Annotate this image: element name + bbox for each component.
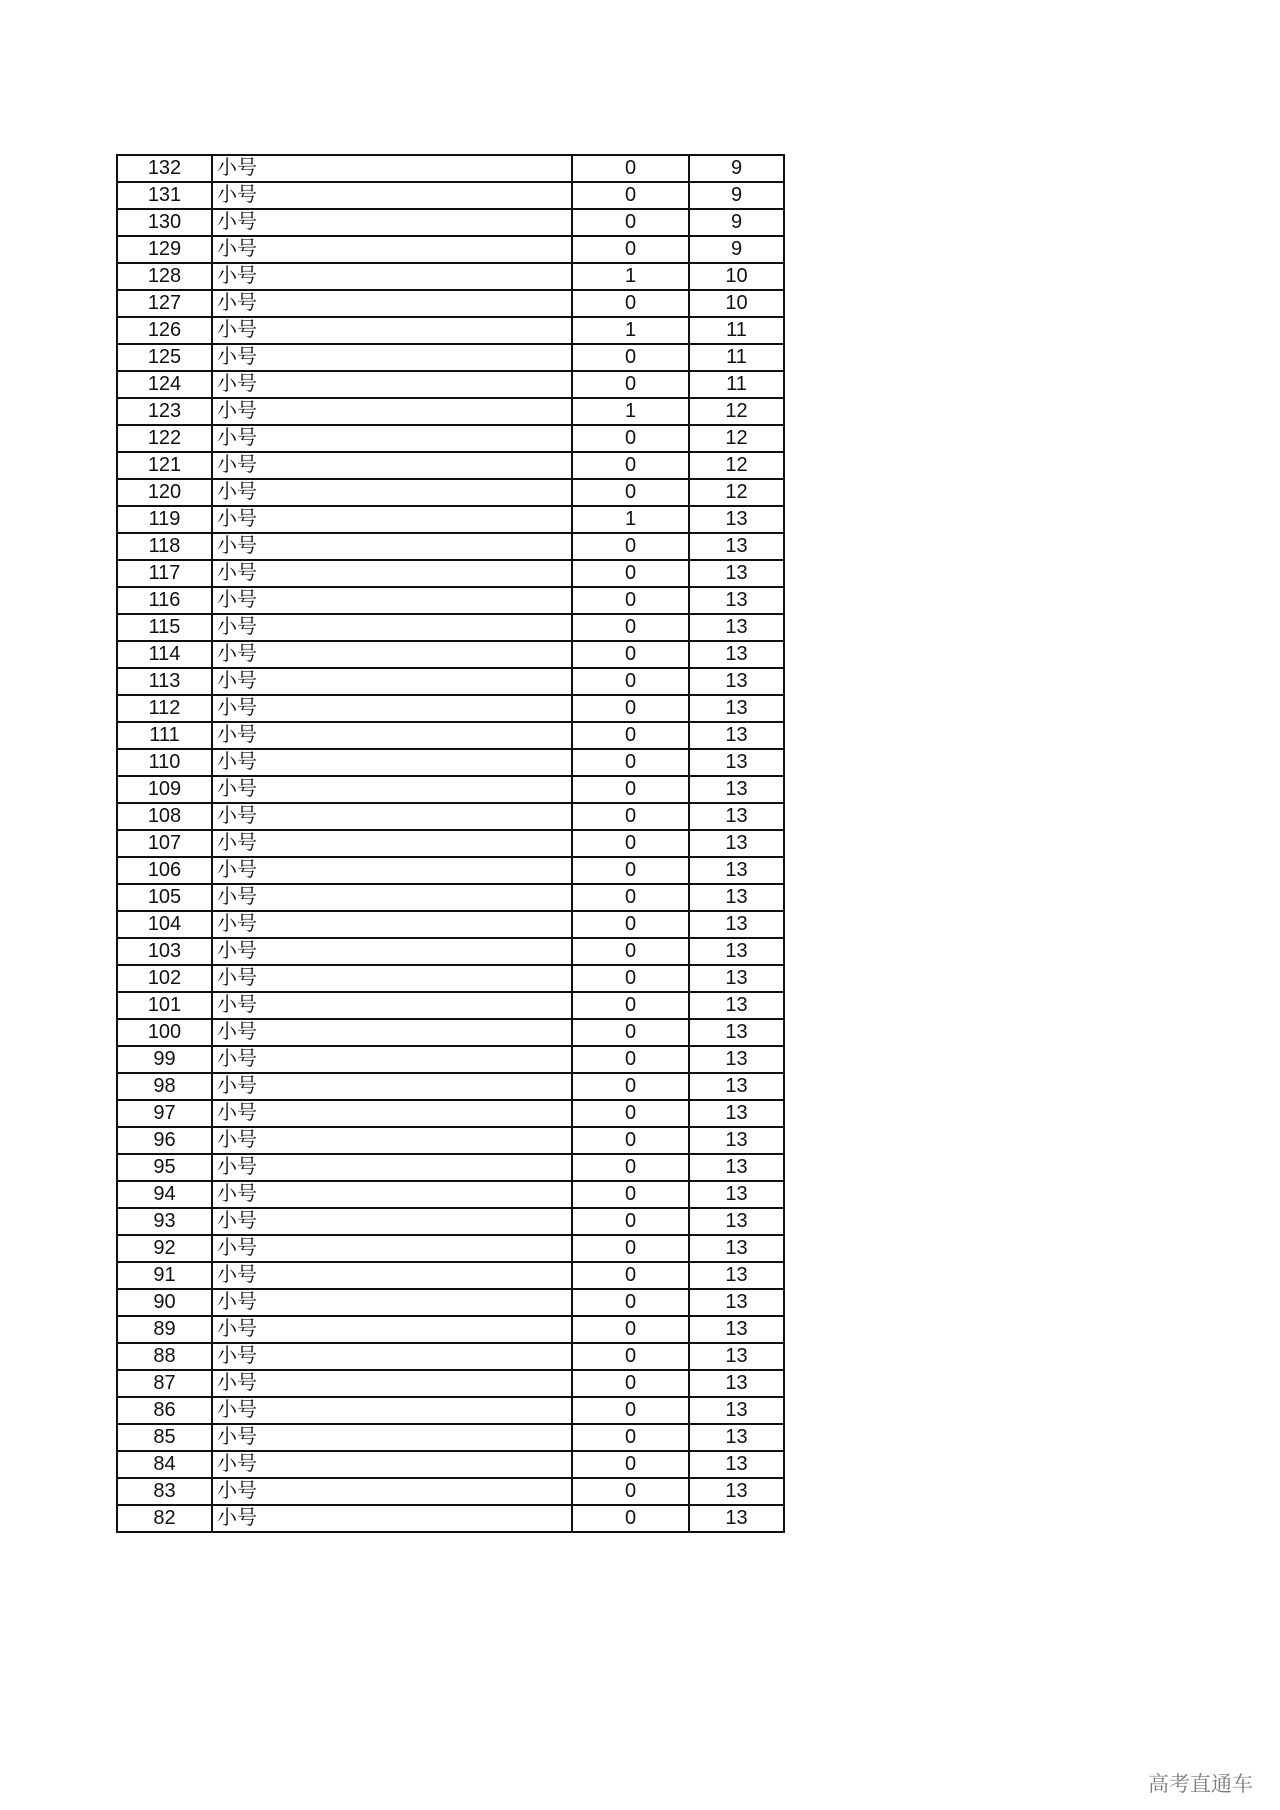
count-cell: 0 — [572, 209, 689, 236]
score-cell: 108 — [117, 803, 212, 830]
count-cell: 0 — [572, 695, 689, 722]
score-cell: 129 — [117, 236, 212, 263]
subject-cell: 小号 — [212, 614, 572, 641]
cumulative-cell: 9 — [689, 209, 784, 236]
subject-cell: 小号 — [212, 668, 572, 695]
count-cell: 0 — [572, 1235, 689, 1262]
score-cell: 95 — [117, 1154, 212, 1181]
score-cell: 120 — [117, 479, 212, 506]
cumulative-cell: 13 — [689, 1343, 784, 1370]
subject-cell: 小号 — [212, 1343, 572, 1370]
count-cell: 0 — [572, 776, 689, 803]
score-cell: 89 — [117, 1316, 212, 1343]
score-cell: 115 — [117, 614, 212, 641]
count-cell: 0 — [572, 1019, 689, 1046]
table-row — [117, 938, 784, 965]
table-row — [117, 1397, 784, 1424]
table-row — [117, 1154, 784, 1181]
count-cell: 0 — [572, 911, 689, 938]
count-cell: 0 — [572, 479, 689, 506]
score-cell: 123 — [117, 398, 212, 425]
cumulative-cell: 13 — [689, 1316, 784, 1343]
subject-cell: 小号 — [212, 317, 572, 344]
count-cell: 1 — [572, 317, 689, 344]
count-cell: 1 — [572, 263, 689, 290]
score-cell: 84 — [117, 1451, 212, 1478]
table-row — [117, 1424, 784, 1451]
count-cell: 0 — [572, 1100, 689, 1127]
score-cell: 99 — [117, 1046, 212, 1073]
count-cell: 0 — [572, 1370, 689, 1397]
score-cell: 92 — [117, 1235, 212, 1262]
subject-cell: 小号 — [212, 722, 572, 749]
score-cell: 128 — [117, 263, 212, 290]
count-cell: 0 — [572, 1451, 689, 1478]
score-cell: 104 — [117, 911, 212, 938]
count-cell: 0 — [572, 749, 689, 776]
count-cell: 0 — [572, 884, 689, 911]
table-row — [117, 371, 784, 398]
score-cell: 116 — [117, 587, 212, 614]
score-cell: 96 — [117, 1127, 212, 1154]
table-row — [117, 155, 784, 182]
score-cell: 114 — [117, 641, 212, 668]
score-cell: 117 — [117, 560, 212, 587]
table-row — [117, 587, 784, 614]
cumulative-cell: 13 — [689, 1181, 784, 1208]
subject-cell: 小号 — [212, 182, 572, 209]
cumulative-cell: 13 — [689, 1262, 784, 1289]
subject-cell: 小号 — [212, 884, 572, 911]
cumulative-cell: 13 — [689, 749, 784, 776]
table-row — [117, 992, 784, 1019]
count-cell: 0 — [572, 1181, 689, 1208]
subject-cell: 小号 — [212, 506, 572, 533]
subject-cell: 小号 — [212, 1046, 572, 1073]
cumulative-cell: 13 — [689, 884, 784, 911]
count-cell: 0 — [572, 1046, 689, 1073]
cumulative-cell: 13 — [689, 614, 784, 641]
subject-cell: 小号 — [212, 857, 572, 884]
table-row — [117, 776, 784, 803]
table-row — [117, 965, 784, 992]
count-cell: 0 — [572, 1478, 689, 1505]
cumulative-cell: 11 — [689, 371, 784, 398]
table-row — [117, 1127, 784, 1154]
subject-cell: 小号 — [212, 1019, 572, 1046]
score-cell: 82 — [117, 1505, 212, 1532]
count-cell: 0 — [572, 722, 689, 749]
cumulative-cell: 9 — [689, 155, 784, 182]
subject-cell: 小号 — [212, 398, 572, 425]
subject-cell: 小号 — [212, 1208, 572, 1235]
cumulative-cell: 12 — [689, 398, 784, 425]
cumulative-cell: 13 — [689, 1073, 784, 1100]
table-row — [117, 1478, 784, 1505]
count-cell: 0 — [572, 155, 689, 182]
table-row — [117, 1343, 784, 1370]
cumulative-cell: 13 — [689, 506, 784, 533]
subject-cell: 小号 — [212, 938, 572, 965]
subject-cell: 小号 — [212, 209, 572, 236]
cumulative-cell: 13 — [689, 803, 784, 830]
table-row — [117, 560, 784, 587]
watermark-text: 高考直通车 — [1148, 1772, 1253, 1796]
count-cell: 0 — [572, 965, 689, 992]
table-row — [117, 1289, 784, 1316]
score-cell: 98 — [117, 1073, 212, 1100]
subject-cell: 小号 — [212, 830, 572, 857]
count-cell: 0 — [572, 803, 689, 830]
count-cell: 0 — [572, 560, 689, 587]
score-cell: 111 — [117, 722, 212, 749]
table-row — [117, 1451, 784, 1478]
table-row — [117, 1046, 784, 1073]
count-cell: 0 — [572, 1073, 689, 1100]
cumulative-cell: 13 — [689, 776, 784, 803]
cumulative-cell: 13 — [689, 830, 784, 857]
count-cell: 0 — [572, 1316, 689, 1343]
score-cell: 125 — [117, 344, 212, 371]
table-row — [117, 1316, 784, 1343]
cumulative-cell: 12 — [689, 452, 784, 479]
cumulative-cell: 11 — [689, 344, 784, 371]
score-cell: 106 — [117, 857, 212, 884]
count-cell: 0 — [572, 344, 689, 371]
cumulative-cell: 13 — [689, 1127, 784, 1154]
subject-cell: 小号 — [212, 1370, 572, 1397]
score-cell: 109 — [117, 776, 212, 803]
table-row — [117, 236, 784, 263]
table-row — [117, 641, 784, 668]
cumulative-cell: 13 — [689, 1046, 784, 1073]
table-row — [117, 749, 784, 776]
table-row — [117, 830, 784, 857]
table-row — [117, 695, 784, 722]
count-cell: 0 — [572, 1127, 689, 1154]
subject-cell: 小号 — [212, 965, 572, 992]
cumulative-cell: 9 — [689, 182, 784, 209]
count-cell: 0 — [572, 668, 689, 695]
cumulative-cell: 9 — [689, 236, 784, 263]
score-cell: 130 — [117, 209, 212, 236]
count-cell: 0 — [572, 641, 689, 668]
table-row — [117, 857, 784, 884]
subject-cell: 小号 — [212, 587, 572, 614]
subject-cell: 小号 — [212, 1181, 572, 1208]
subject-cell: 小号 — [212, 1100, 572, 1127]
count-cell: 0 — [572, 1289, 689, 1316]
subject-cell: 小号 — [212, 776, 572, 803]
cumulative-cell: 13 — [689, 1289, 784, 1316]
score-cell: 85 — [117, 1424, 212, 1451]
cumulative-cell: 13 — [689, 1505, 784, 1532]
cumulative-cell: 13 — [689, 1397, 784, 1424]
subject-cell: 小号 — [212, 290, 572, 317]
count-cell: 0 — [572, 938, 689, 965]
cumulative-cell: 13 — [689, 1019, 784, 1046]
subject-cell: 小号 — [212, 1127, 572, 1154]
score-cell: 124 — [117, 371, 212, 398]
score-cell: 101 — [117, 992, 212, 1019]
cumulative-cell: 13 — [689, 1451, 784, 1478]
cumulative-cell: 13 — [689, 668, 784, 695]
table-row — [117, 290, 784, 317]
table-row — [117, 317, 784, 344]
subject-cell: 小号 — [212, 1235, 572, 1262]
table-row — [117, 614, 784, 641]
subject-cell: 小号 — [212, 344, 572, 371]
subject-cell: 小号 — [212, 1505, 572, 1532]
subject-cell: 小号 — [212, 1316, 572, 1343]
score-cell: 107 — [117, 830, 212, 857]
score-cell: 88 — [117, 1343, 212, 1370]
count-cell: 0 — [572, 425, 689, 452]
score-cell: 112 — [117, 695, 212, 722]
score-cell: 113 — [117, 668, 212, 695]
count-cell: 0 — [572, 290, 689, 317]
score-cell: 90 — [117, 1289, 212, 1316]
table-row — [117, 1100, 784, 1127]
score-cell: 132 — [117, 155, 212, 182]
table-row — [117, 182, 784, 209]
cumulative-cell: 13 — [689, 938, 784, 965]
table-row — [117, 263, 784, 290]
table-row — [117, 209, 784, 236]
table-row — [117, 668, 784, 695]
count-cell: 0 — [572, 992, 689, 1019]
score-cell: 86 — [117, 1397, 212, 1424]
count-cell: 0 — [572, 1262, 689, 1289]
score-cell: 103 — [117, 938, 212, 965]
table-row — [117, 425, 784, 452]
score-table — [116, 154, 785, 1533]
score-cell: 97 — [117, 1100, 212, 1127]
score-cell: 105 — [117, 884, 212, 911]
cumulative-cell: 13 — [689, 1100, 784, 1127]
count-cell: 0 — [572, 452, 689, 479]
table-row — [117, 722, 784, 749]
score-cell: 100 — [117, 1019, 212, 1046]
cumulative-cell: 13 — [689, 587, 784, 614]
subject-cell: 小号 — [212, 1397, 572, 1424]
cumulative-cell: 13 — [689, 1370, 784, 1397]
score-cell: 121 — [117, 452, 212, 479]
subject-cell: 小号 — [212, 533, 572, 560]
cumulative-cell: 13 — [689, 1208, 784, 1235]
cumulative-cell: 13 — [689, 722, 784, 749]
subject-cell: 小号 — [212, 641, 572, 668]
subject-cell: 小号 — [212, 992, 572, 1019]
cumulative-cell: 13 — [689, 533, 784, 560]
subject-cell: 小号 — [212, 1451, 572, 1478]
cumulative-cell: 11 — [689, 317, 784, 344]
subject-cell: 小号 — [212, 695, 572, 722]
subject-cell: 小号 — [212, 263, 572, 290]
count-cell: 0 — [572, 182, 689, 209]
subject-cell: 小号 — [212, 425, 572, 452]
count-cell: 0 — [572, 614, 689, 641]
subject-cell: 小号 — [212, 1424, 572, 1451]
cumulative-cell: 13 — [689, 695, 784, 722]
table-row — [117, 1505, 784, 1532]
cumulative-cell: 13 — [689, 1478, 784, 1505]
table-row — [117, 911, 784, 938]
count-cell: 1 — [572, 506, 689, 533]
cumulative-cell: 10 — [689, 263, 784, 290]
table-row — [117, 1019, 784, 1046]
count-cell: 1 — [572, 398, 689, 425]
table-row — [117, 1235, 784, 1262]
cumulative-cell: 13 — [689, 992, 784, 1019]
subject-cell: 小号 — [212, 1478, 572, 1505]
table-row — [117, 452, 784, 479]
table-row — [117, 398, 784, 425]
score-cell: 118 — [117, 533, 212, 560]
subject-cell: 小号 — [212, 371, 572, 398]
subject-cell: 小号 — [212, 911, 572, 938]
score-cell: 83 — [117, 1478, 212, 1505]
table-row — [117, 1262, 784, 1289]
count-cell: 0 — [572, 371, 689, 398]
count-cell: 0 — [572, 587, 689, 614]
subject-cell: 小号 — [212, 1289, 572, 1316]
table-row — [117, 344, 784, 371]
count-cell: 0 — [572, 857, 689, 884]
count-cell: 0 — [572, 533, 689, 560]
score-cell: 102 — [117, 965, 212, 992]
subject-cell: 小号 — [212, 479, 572, 506]
table-row — [117, 506, 784, 533]
count-cell: 0 — [572, 1397, 689, 1424]
subject-cell: 小号 — [212, 560, 572, 587]
cumulative-cell: 12 — [689, 425, 784, 452]
count-cell: 0 — [572, 1154, 689, 1181]
cumulative-cell: 13 — [689, 1424, 784, 1451]
score-cell: 119 — [117, 506, 212, 533]
table-row — [117, 479, 784, 506]
count-cell: 0 — [572, 1505, 689, 1532]
subject-cell: 小号 — [212, 749, 572, 776]
cumulative-cell: 13 — [689, 1154, 784, 1181]
score-cell: 110 — [117, 749, 212, 776]
score-cell: 122 — [117, 425, 212, 452]
subject-cell: 小号 — [212, 1154, 572, 1181]
table-row — [117, 884, 784, 911]
subject-cell: 小号 — [212, 1073, 572, 1100]
subject-cell: 小号 — [212, 1262, 572, 1289]
count-cell: 0 — [572, 1343, 689, 1370]
table-row — [117, 803, 784, 830]
table-row — [117, 1181, 784, 1208]
score-cell: 94 — [117, 1181, 212, 1208]
cumulative-cell: 13 — [689, 965, 784, 992]
score-cell: 127 — [117, 290, 212, 317]
table-row — [117, 1208, 784, 1235]
subject-cell: 小号 — [212, 803, 572, 830]
cumulative-cell: 13 — [689, 641, 784, 668]
cumulative-cell: 13 — [689, 857, 784, 884]
count-cell: 0 — [572, 1424, 689, 1451]
score-cell: 87 — [117, 1370, 212, 1397]
score-cell: 91 — [117, 1262, 212, 1289]
cumulative-cell: 13 — [689, 560, 784, 587]
subject-cell: 小号 — [212, 452, 572, 479]
table-row — [117, 1370, 784, 1397]
score-cell: 131 — [117, 182, 212, 209]
cumulative-cell: 13 — [689, 911, 784, 938]
count-cell: 0 — [572, 1208, 689, 1235]
count-cell: 0 — [572, 830, 689, 857]
subject-cell: 小号 — [212, 155, 572, 182]
score-cell: 126 — [117, 317, 212, 344]
subject-cell: 小号 — [212, 236, 572, 263]
table-row — [117, 533, 784, 560]
cumulative-cell: 10 — [689, 290, 784, 317]
count-cell: 0 — [572, 236, 689, 263]
cumulative-cell: 12 — [689, 479, 784, 506]
score-cell: 93 — [117, 1208, 212, 1235]
cumulative-cell: 13 — [689, 1235, 784, 1262]
table-row — [117, 1073, 784, 1100]
score-table-body — [117, 155, 784, 1532]
